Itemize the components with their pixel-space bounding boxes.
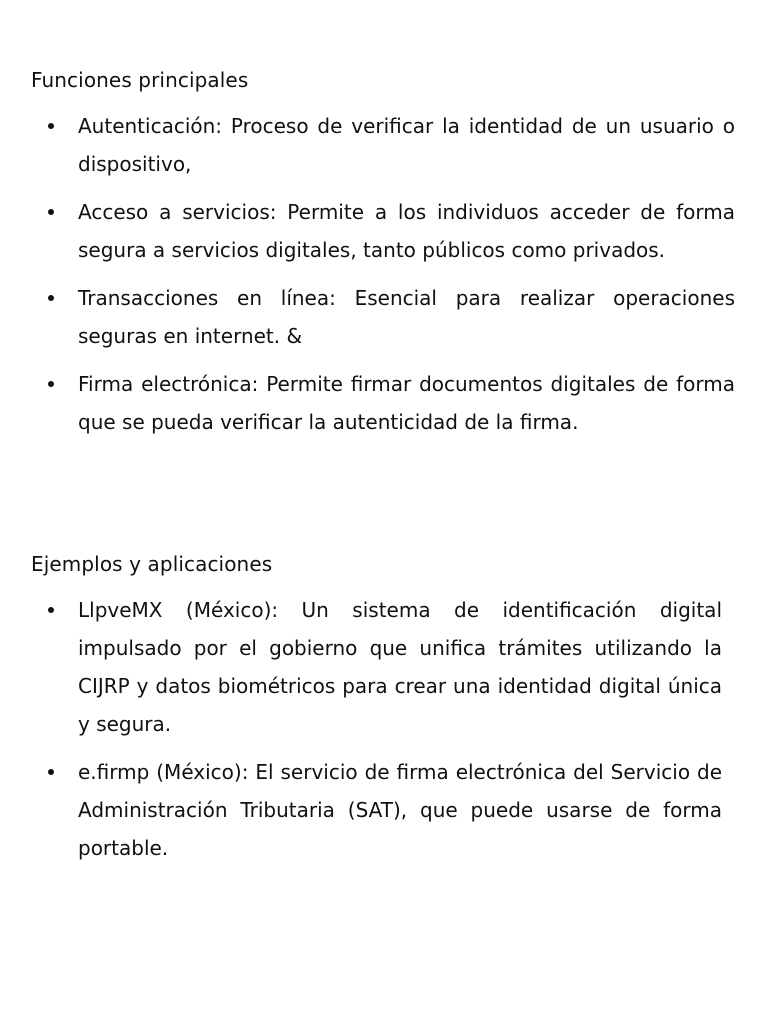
list-item	[0, 279, 735, 355]
list-ejemplos	[0, 591, 722, 877]
list-item-text: Transacciones en línea: Esencial para realizar operaciones seguras en internet. &	[78, 286, 735, 348]
bullet-icon	[48, 123, 54, 129]
bullet-icon	[48, 769, 54, 775]
section-title-funciones: Funciones principales	[31, 68, 249, 92]
bullet-icon	[48, 209, 54, 215]
list-item	[0, 107, 735, 183]
list-item	[0, 753, 722, 867]
bullet-icon	[48, 381, 54, 387]
list-item	[0, 365, 735, 441]
list-item-text: Autenticación: Proceso de verificar la identidad de un usuario o dispositivo,	[78, 114, 735, 176]
list-item-text: e.firmp (México): El servicio de firma electrónica del Servicio de Administración Tributaria (SAT), que puede usarse de forma portable.	[78, 760, 722, 860]
list-item	[0, 591, 722, 743]
section-title-ejemplos: Ejemplos y aplicaciones	[31, 552, 273, 576]
bullet-icon	[48, 607, 54, 613]
list-item	[0, 193, 735, 269]
list-item-text: Acceso a servicios: Permite a los individuos acceder de forma segura a servicios digitales, tanto públicos como privados.	[78, 200, 735, 262]
list-item-text: LlpveMX (México): Un sistema de identificación digital impulsado por el gobierno que unifica trámites utilizando la CIJRP y datos biométricos para crear una identidad digital única y segura.	[78, 598, 722, 736]
list-funciones	[0, 107, 735, 451]
bullet-icon	[48, 295, 54, 301]
list-item-text: Firma electrónica: Permite firmar documentos digitales de forma que se pueda verificar la autenticidad de la firma.	[78, 372, 735, 434]
